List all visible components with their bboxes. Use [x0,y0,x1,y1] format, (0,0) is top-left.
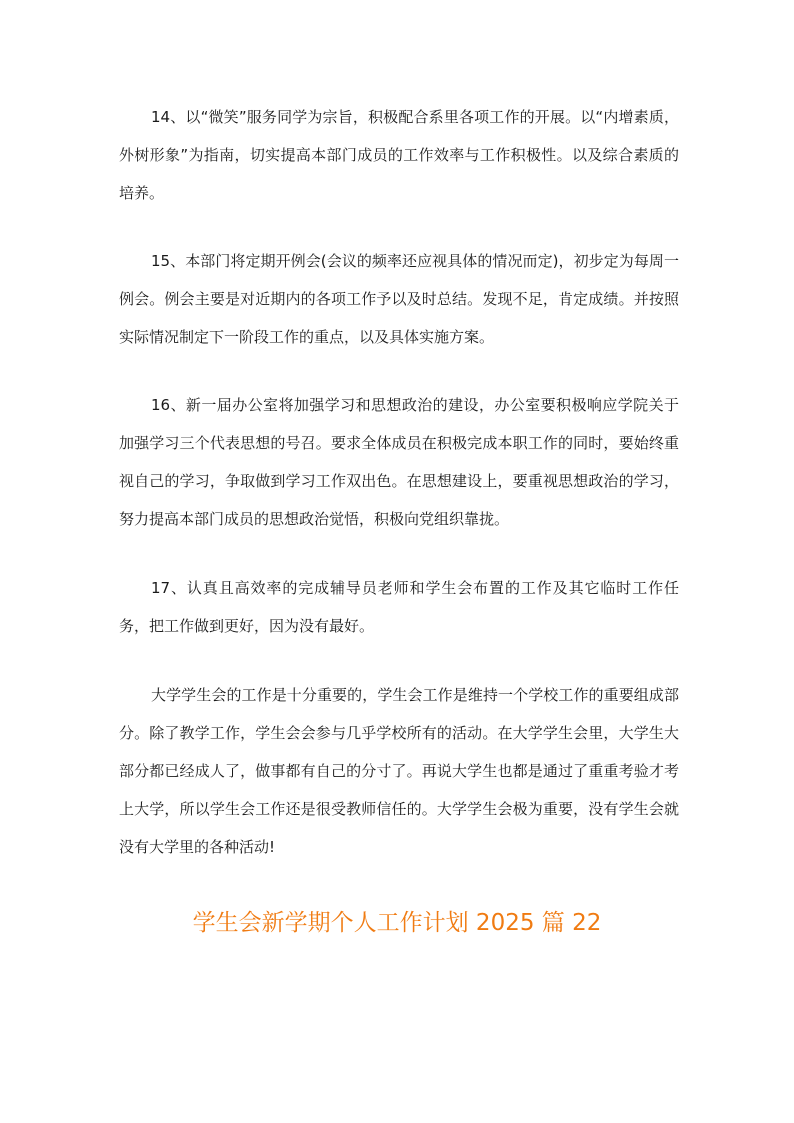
section-heading: 学生会新学期个人工作计划 2025 篇 22 [192,910,602,936]
paragraph-item-17: 17、认真且高效率的完成辅导员老师和学生会布置的工作及其它临时工作任务，把工作做到更好，因为没有最好。 [119,579,679,635]
paragraph-item-14: 14、以“微笑”服务同学为宗旨，积极配合系里各项工作的开展。以“内增素质，外树形象”为指南，切实提高本部门成员的工作效率与工作积极性。以及综合素质的培养。 [119,108,679,202]
paragraph-summary: 大学学生会的工作是十分重要的，学生会工作是维持一个学校工作的重要组成部分。除了教学工作，学生会会参与几乎学校所有的活动。在大学学生会里，大学生大部分都已经成人了，做事都有自己的分寸了。再说大学生也都是通过了重重考验才考上大学，所以学生会工作还是很受教师信任的。大学学生会极为重要，没有学生会就没有大学里的各种活动! [119,686,679,856]
paragraph-item-16: 16、新一届办公室将加强学习和思想政治的建设，办公室要积极响应学院关于加强学习三个代表思想的号召。要求全体成员在积极完成本职工作的同时，要始终重视自己的学习，争取做到学习工作双出色。在思想建设上，要重视思想政治的学习，努力提高本部门成员的思想政治觉悟，积极向党组织靠拢。 [119,396,679,528]
paragraph-item-15: 15、本部门将定期开例会(会议的频率还应视具体的情况而定)，初步定为每周一例会。例会主要是对近期内的各项工作予以及时总结。发现不足，肯定成绩。并按照实际情况制定下一阶段工作的重点，以及具体实施方案。 [119,252,679,346]
